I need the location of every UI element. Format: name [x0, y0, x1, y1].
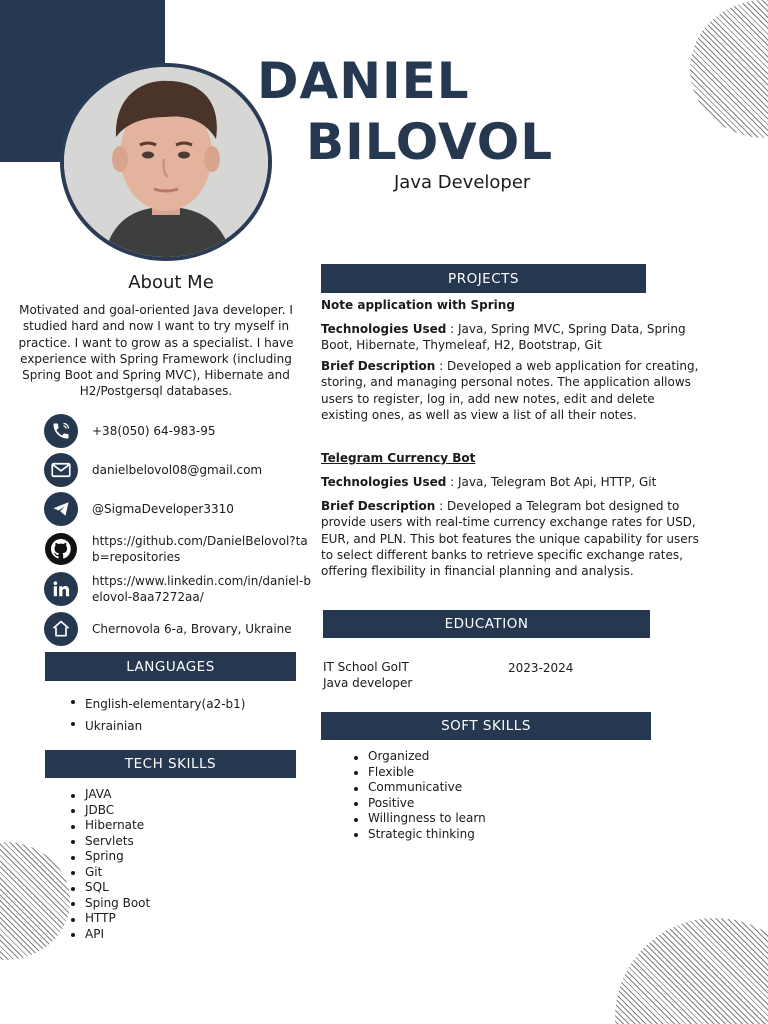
telegram-handle[interactable]: @SigmaDeveloper3310 [92, 502, 234, 516]
list-item: English-elementary(a2-b1) [68, 693, 245, 715]
github-icon [44, 532, 78, 566]
phone-number[interactable]: +38(050) 64-983-95 [92, 424, 216, 438]
project-1-description [321, 358, 703, 423]
list-item: Git [68, 865, 150, 881]
list-item: Ukrainian [68, 715, 245, 737]
languages-list [68, 693, 245, 737]
list-item: Servlets [68, 834, 150, 850]
hatched-circle-decoration [690, 0, 768, 138]
contact-github [44, 532, 314, 566]
list-item: Hibernate [68, 818, 150, 834]
description-label: Brief Description [321, 499, 436, 513]
soft-skills-list [351, 749, 486, 842]
phone-icon [44, 414, 78, 448]
list-item: Flexible [351, 765, 486, 781]
project-2-description [321, 498, 703, 579]
list-item: API [68, 927, 150, 943]
list-item: Organized [351, 749, 486, 765]
first-name: DANIEL [257, 52, 470, 110]
contact-address [44, 612, 314, 646]
home-icon [44, 612, 78, 646]
about-heading: About Me [128, 272, 214, 293]
list-item: Sping Boot [68, 896, 150, 912]
project-2-tech [321, 474, 703, 490]
education-school: IT School GoIT [323, 660, 409, 674]
project-2-tech-list: : Java, Telegram Bot Api, HTTP, Git [446, 475, 657, 489]
soft-skills-heading: SOFT SKILLS [321, 712, 651, 740]
home-address: Chernovola 6-a, Brovary, Ukraine [92, 622, 292, 636]
list-item: Communicative [351, 780, 486, 796]
contact-email [44, 453, 314, 487]
project-2-title[interactable]: Telegram Currency Bot [321, 451, 476, 465]
project-1-title: Note application with Spring [321, 298, 515, 312]
project-1-tech [321, 321, 703, 354]
project-2-description-text: : Developed a Telegram bot designed to provide users with real-time currency exchange rates for USD, EUR, and PLN. This bot features the unique capability for users to select different banks to retrieve specific exchange rates, offering flexibility in financial planning and analysis. [321, 499, 699, 579]
contact-phone [44, 414, 314, 448]
education-years: 2023-2024 [508, 661, 574, 675]
linkedin-url[interactable]: https://www.linkedin.com/in/daniel-belovol-8aa7272aa/ [92, 574, 311, 604]
list-item: Strategic thinking [351, 827, 486, 843]
tech-skills-heading: TECH SKILLS [45, 750, 296, 778]
telegram-icon [44, 492, 78, 526]
contact-telegram [44, 492, 314, 526]
about-text: Motivated and goal-oriented Java developer. I studied hard and now I want to try myself in practice. I want to grow as a specialist. I have experience with Spring Framework (including Spring Boot and Spring MVC), Hibernate and H2/Postgersql databases. [18, 303, 294, 399]
linkedin-icon [44, 572, 78, 606]
list-item: Positive [351, 796, 486, 812]
list-item: HTTP [68, 911, 150, 927]
contact-linkedin [44, 572, 314, 606]
email-address[interactable]: danielbelovol08@gmail.com [92, 463, 263, 477]
github-url[interactable]: https://github.com/DanielBelovol?tab=repositories [92, 534, 308, 564]
list-item: JDBC [68, 803, 150, 819]
description-label: Brief Description [321, 359, 436, 373]
list-item: JAVA [68, 787, 150, 803]
portrait-image [64, 67, 268, 257]
job-title: Java Developer [394, 172, 531, 193]
project-1-description-text: : Developed a web application for creating, storing, and managing personal notes. The application allows users to register, log in, add new notes, edit and delete existing ones, as well as view a list of all their notes. [321, 359, 699, 422]
tech-skills-list [68, 787, 150, 942]
last-name: BILOVOL [306, 113, 554, 171]
education-heading: EDUCATION [323, 610, 650, 638]
list-item: Spring [68, 849, 150, 865]
list-item: SQL [68, 880, 150, 896]
list-item: Willingness to learn [351, 811, 486, 827]
projects-heading: PROJECTS [321, 264, 646, 293]
languages-heading: LANGUAGES [45, 652, 296, 681]
tech-label: Technologies Used [321, 322, 447, 336]
education-program: Java developer [323, 676, 413, 690]
email-icon [44, 453, 78, 487]
hatched-circle-decoration [615, 918, 768, 1024]
project-1-tech-list: : Java, Spring MVC, Spring Data, Spring Boot, Hibernate, Thymeleaf, H2, Bootstrap, Git [321, 322, 686, 353]
tech-label: Technologies Used [321, 475, 447, 489]
hatched-circle-decoration [0, 842, 70, 960]
profile-photo [60, 63, 272, 261]
